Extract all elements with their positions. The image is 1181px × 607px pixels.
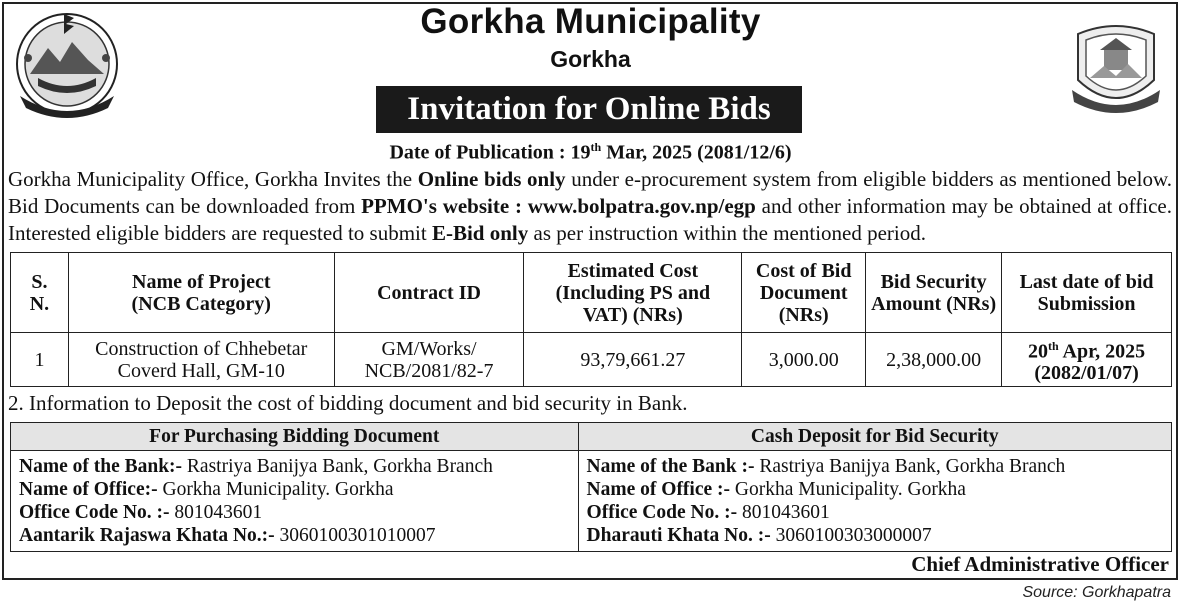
bank-detail-line: Office Code No. :- 801043601 [586,502,830,523]
intro-paragraph: Gorkha Municipality Office, Gorkha Invites the Online bids only under e-procurement system from eligible bidders as mentioned below. Bid Documents can be downloaded from PPMO's website : www.bolpatra.gov.np/egp and other information may be obtained at office. Interested eligible bidders are requested to submit E-Bid only as per instruction within the mentioned period. [8,167,1172,245]
table-row [11,333,1172,387]
header-project: Name of Project (NCB Category) [68,253,334,333]
cell-sn: 1 [11,333,69,387]
bank-left-details [11,451,579,552]
publication-date: Date of Publication : 19th Mar, 2025 (2081/12/6) [389,140,792,164]
cell-project: Construction of Chhebetar Coverd Hall, GM-10 [68,333,334,387]
section-2-heading: 2. Information to Deposit the cost of bidding document and bid security in Bank. [8,391,688,415]
bank-right-header: Cash Deposit for Bid Security [578,423,1171,451]
cell-doc-cost: 3,000.00 [742,333,866,387]
header-last-date: Last date of bid Submission [1002,253,1172,333]
bank-left-header: For Purchasing Bidding Document [11,423,579,451]
organization-location: Gorkha [550,46,631,72]
header-contract-id: Contract ID [334,253,524,333]
bid-table-header [11,253,1172,333]
bank-detail-line: Name of the Bank:- Rastriya Banijya Bank, Gorkha Branch [19,456,493,477]
organization-name: Gorkha Municipality [420,2,761,41]
bank-detail-line: Office Code No. :- 801043601 [19,502,263,523]
bank-info-table [10,422,1172,552]
bank-detail-line: Name of Office:- Gorkha Municipality. Gorkha [19,479,394,500]
bank-detail-line: Dharauti Khata No. :- 3060100303000007 [586,525,932,546]
cell-contract-id: GM/Works/ NCB/2081/82-7 [334,333,524,387]
bank-right-details [578,451,1171,552]
bank-detail-line: Name of Office :- Gorkha Municipality. Gorkha [586,479,966,500]
cell-estimated-cost: 93,79,661.27 [524,333,742,387]
bank-detail-line: Aantarik Rajaswa Khata No.:- 3060100301010007 [19,525,436,546]
bid-table [10,252,1172,387]
header-doc-cost: Cost of Bid Document (NRs) [742,253,866,333]
header-estimated-cost: Estimated Cost (Including PS and VAT) (NRs) [524,253,742,333]
header-sn: S. N. [11,253,69,333]
source-credit: Source: Gorkhapatra [1022,584,1171,601]
header-bid-security: Bid Security Amount (NRs) [866,253,1002,333]
signature-title: Chief Administrative Officer [911,552,1169,576]
cell-last-date: 20th Apr, 2025 (2082/01/07) [1002,333,1172,387]
cell-bid-security: 2,38,000.00 [866,333,1002,387]
notice-title: Invitation for Online Bids [376,86,802,133]
bank-detail-line: Name of the Bank :- Rastriya Banijya Bank, Gorkha Branch [586,456,1066,477]
